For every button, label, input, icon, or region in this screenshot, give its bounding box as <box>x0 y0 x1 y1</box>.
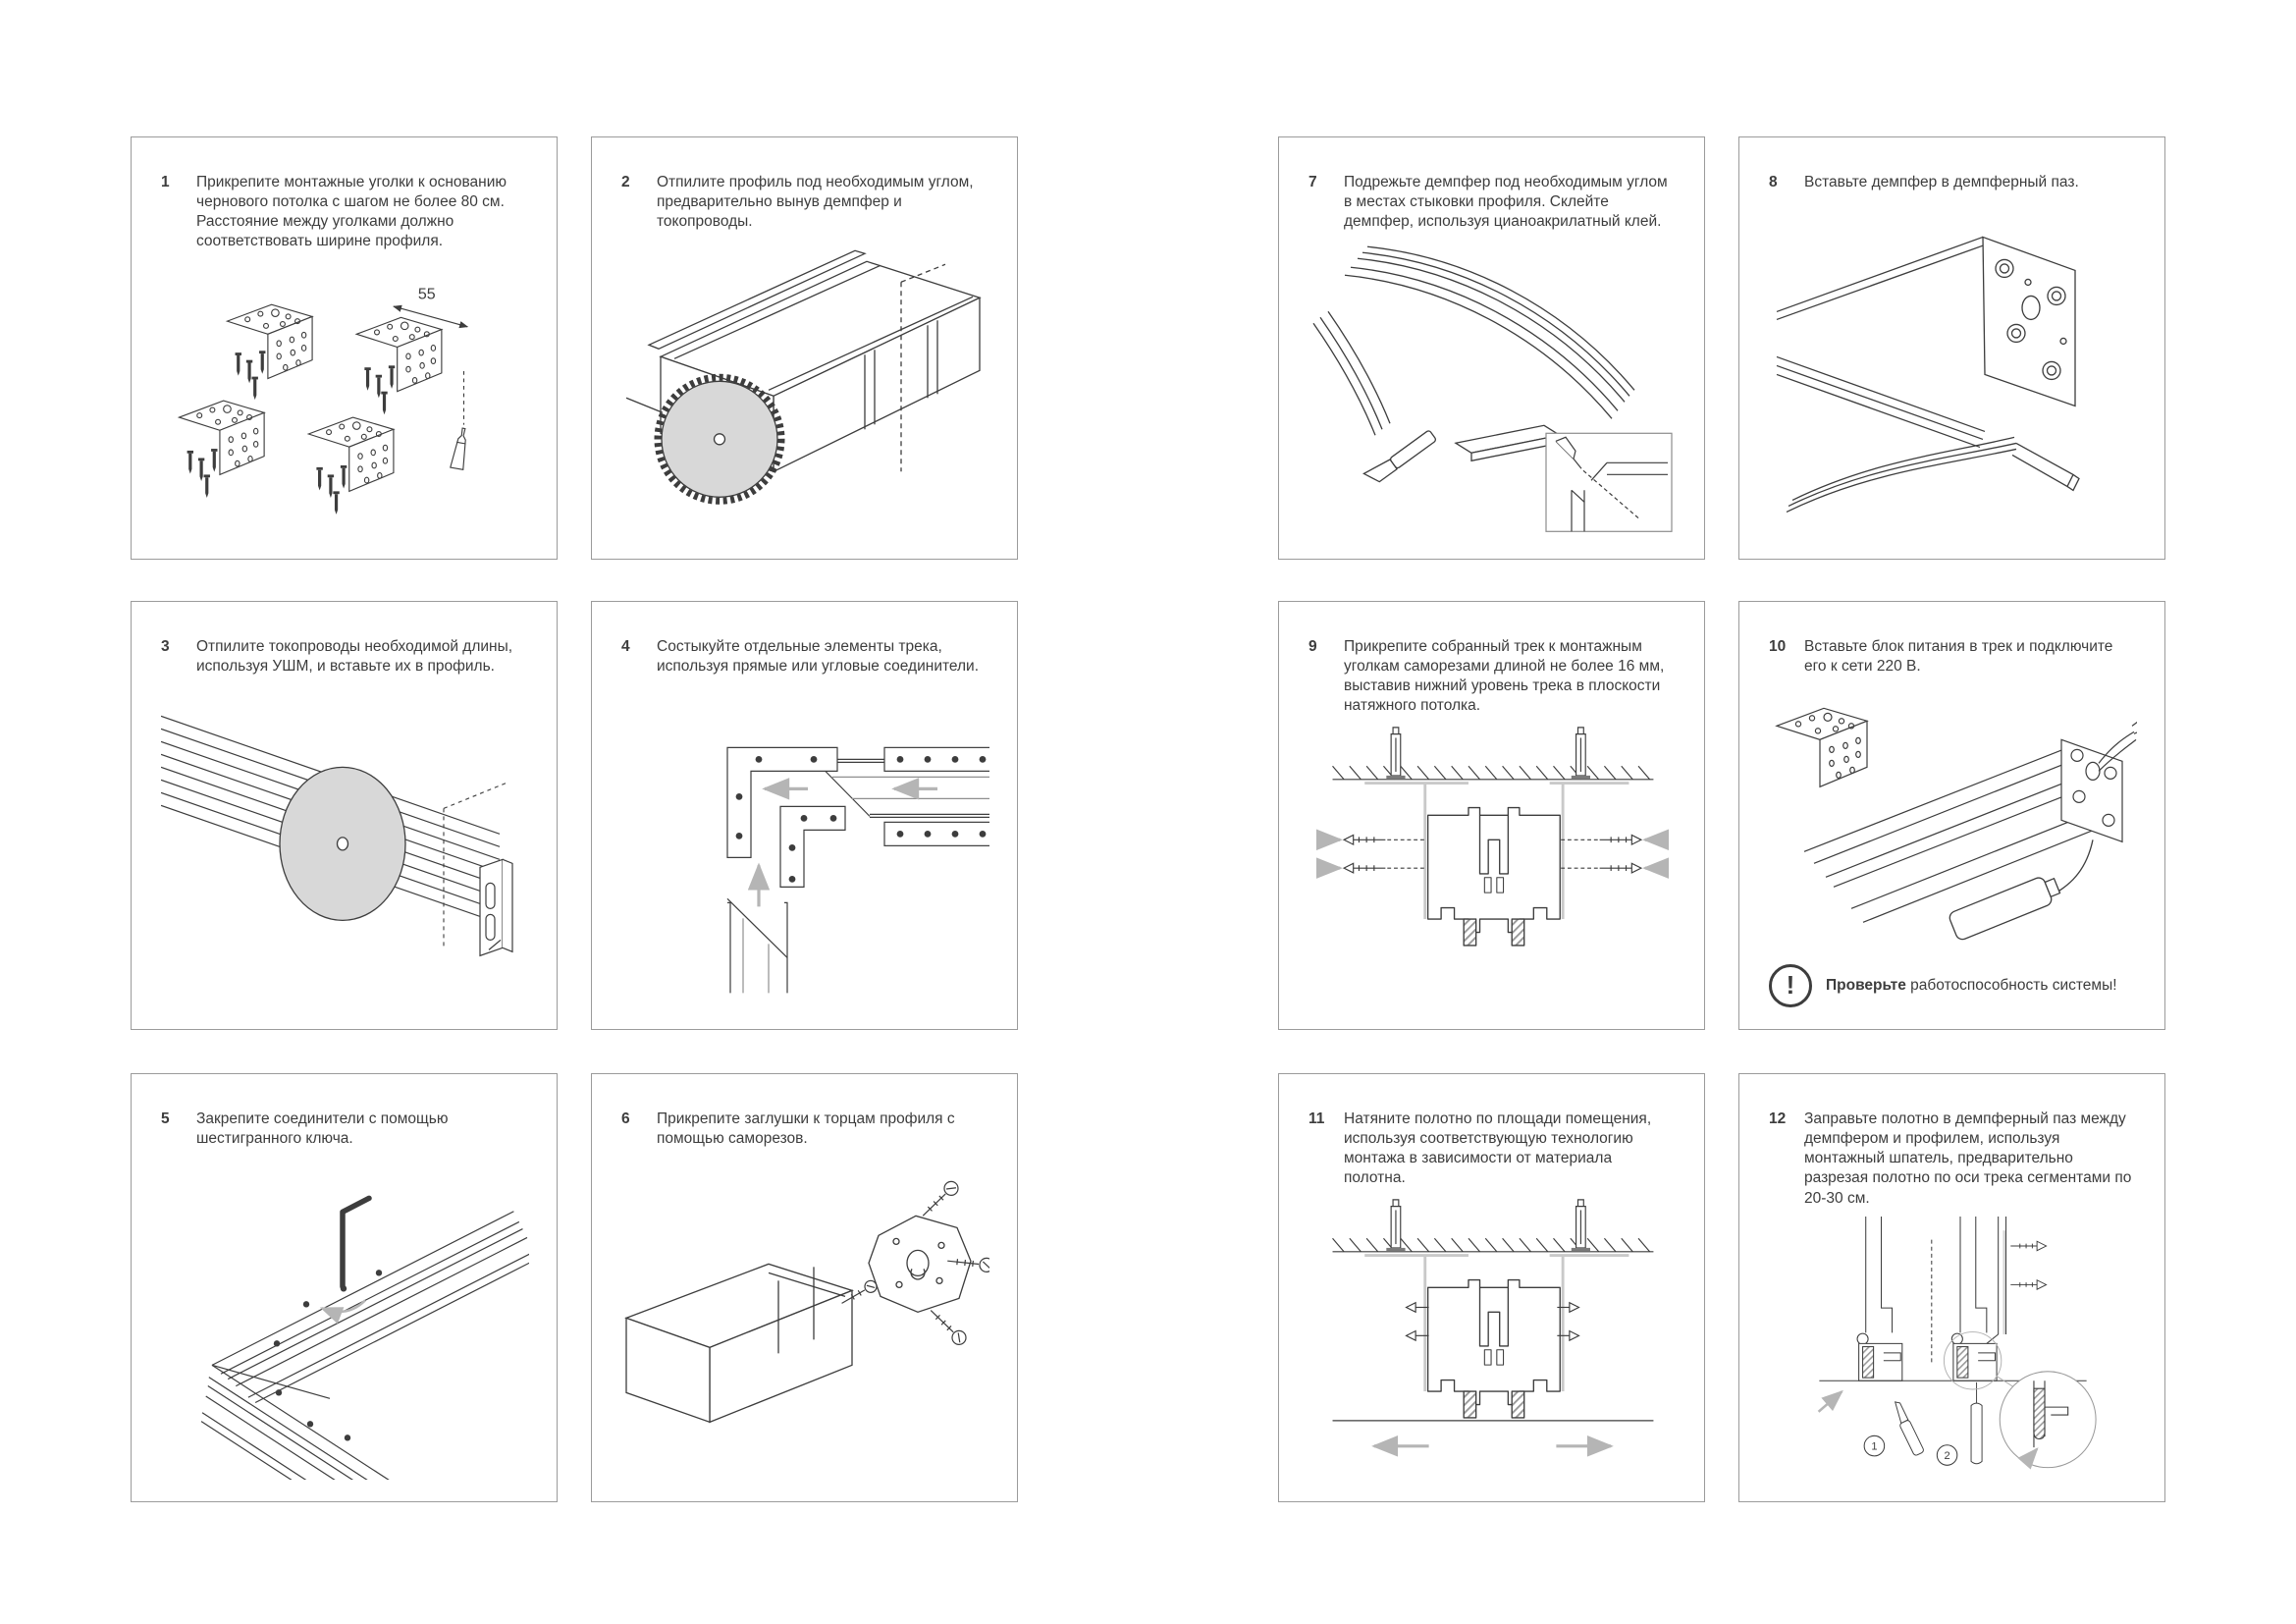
step-instruction: Прикрепите монтажные уголки к основанию чернового потолка с шагом не более 80 см. Расстояние между уголками должно соответствовать ширине профиля. <box>196 174 507 250</box>
damper-insertion-illustration <box>1769 200 2137 537</box>
step-number: 6 <box>621 1110 630 1127</box>
note-bold: Проверьте <box>1826 976 1906 994</box>
anchor-screw <box>1572 727 1590 779</box>
step-instruction: Отпилите токопроводы необходимой длины, используя УШМ, и вставьте их в профиль. <box>196 638 513 676</box>
step-panel-8 <box>1738 136 2165 560</box>
tuck-arrow <box>1819 1391 1842 1412</box>
step-header <box>1308 1110 1677 1189</box>
step-header <box>1769 173 2137 192</box>
track-mounting-illustration <box>1308 725 1677 1007</box>
step-instruction: Закрепите соединители с помощью шестигранного ключа. <box>196 1110 449 1148</box>
step-panel-11 <box>1278 1073 1705 1502</box>
power-supply-illustration <box>1769 684 2137 960</box>
damper-cord <box>1787 438 2079 513</box>
marker-pen-icon <box>451 371 470 469</box>
step-number: 1 <box>161 174 170 190</box>
step-instruction: Прикрепите собранный трек к монтажным уголкам саморезами длиной не более 16 мм, выставив нижний уровень трека в плоскости натяжного потолка. <box>1344 638 1665 715</box>
step-header <box>1769 637 2137 677</box>
step-panel-5 <box>131 1073 558 1502</box>
step-number: 4 <box>621 638 630 655</box>
plate-screws <box>2010 1241 2046 1289</box>
step-header <box>1769 1110 2137 1209</box>
profile-sawing-illustration <box>621 240 989 537</box>
dimension-label: 55 <box>417 286 436 303</box>
step-number: 11 <box>1308 1110 1325 1127</box>
step-panel-6 <box>591 1073 1018 1502</box>
step-panel-2 <box>591 136 1018 560</box>
mounting-brackets-illustration <box>161 260 529 537</box>
step-header <box>621 637 989 677</box>
step-instruction: Состыкуйте отдельные элементы трека, используя прямые или угловые соединители. <box>657 638 980 676</box>
conductor-cutting-illustration <box>161 684 529 1007</box>
note-text: работоспособность системы! <box>1905 976 2117 994</box>
warning-icon: ! <box>1769 964 1812 1007</box>
knife-icon <box>1890 1399 1925 1455</box>
step-number: 9 <box>1308 638 1317 655</box>
step-header <box>161 1110 529 1149</box>
track-connectors-illustration <box>621 684 989 1007</box>
circular-saw-icon <box>658 378 781 502</box>
step-number: 7 <box>1308 174 1317 190</box>
ceiling-hatch <box>1333 1238 1654 1251</box>
step-number: 3 <box>161 638 170 655</box>
membrane-stretch-illustration <box>1308 1197 1677 1480</box>
hex-key-fastening-illustration <box>161 1157 529 1480</box>
step1-badge: 1 <box>1871 1440 1878 1453</box>
step-panel-10 <box>1738 601 2165 1030</box>
step-instruction: Натяните полотно по площади помещения, используя соответствующую технологию монтажа в зависимости от материала полотна. <box>1344 1110 1652 1187</box>
step-header <box>161 173 529 252</box>
step-header <box>1308 637 1677 717</box>
end-cap-illustration <box>621 1157 989 1480</box>
step-header <box>621 1110 989 1149</box>
spatula-icon <box>1971 1382 1982 1464</box>
check-note <box>1769 964 2137 1007</box>
damper-cutting-illustration <box>1308 240 1677 537</box>
grinding-disc-icon <box>280 768 405 921</box>
step-instruction: Вставьте блок питания в трек и подключите его к сети 220 В. <box>1804 638 2113 676</box>
step2-badge: 2 <box>1944 1449 1950 1462</box>
anchor-screw <box>1572 1199 1590 1251</box>
end-cap-plate <box>869 1217 971 1313</box>
step-header <box>621 173 989 232</box>
cut-angle-inset <box>1546 434 1672 532</box>
step-header <box>161 637 529 677</box>
step-number: 2 <box>621 174 630 190</box>
step-instruction: Заправьте полотно в демпферный паз между демпфером и профилем, используя монтажный шпатель, предварительно разрезая полотно по оси трека сегментами по 20-30 см. <box>1804 1110 2132 1207</box>
step-panel-4 <box>591 601 1018 1030</box>
step-number: 5 <box>161 1110 170 1127</box>
anchor-screw <box>1386 727 1405 779</box>
step-instruction: Вставьте демпфер в демпферный паз. <box>1804 174 2079 190</box>
hex-key-icon <box>322 1199 369 1313</box>
membrane-tuck-illustration <box>1769 1217 2137 1480</box>
track-cross-section <box>1428 1279 1561 1417</box>
step-panel-3 <box>131 601 558 1030</box>
step-instruction: Прикрепите заглушки к торцам профиля с помощью саморезов. <box>657 1110 955 1148</box>
ceiling-hatch <box>1333 766 1654 779</box>
step-number: 10 <box>1769 638 1787 655</box>
step-panel-12 <box>1738 1073 2165 1502</box>
track-cross-section <box>1428 807 1561 945</box>
step-panel-7 <box>1278 136 1705 560</box>
step-panel-9 <box>1278 601 1705 1030</box>
connector-screws <box>736 756 987 883</box>
step-number: 12 <box>1769 1110 1787 1127</box>
step-instruction: Подрежьте демпфер под необходимым углом в местах стыковки профиля. Склейте демпфер, используя цианоакрилатный клей. <box>1344 174 1668 231</box>
power-supply-unit <box>1948 840 2093 942</box>
step-number: 8 <box>1769 174 1778 190</box>
knife-icon <box>1363 428 1436 487</box>
step-header <box>1308 173 1677 232</box>
anchor-screw <box>1386 1199 1405 1251</box>
step-panel-1 <box>131 136 558 560</box>
step-instruction: Отпилите профиль под необходимым углом, предварительно вынув демпфер и токопроводы. <box>657 174 974 231</box>
